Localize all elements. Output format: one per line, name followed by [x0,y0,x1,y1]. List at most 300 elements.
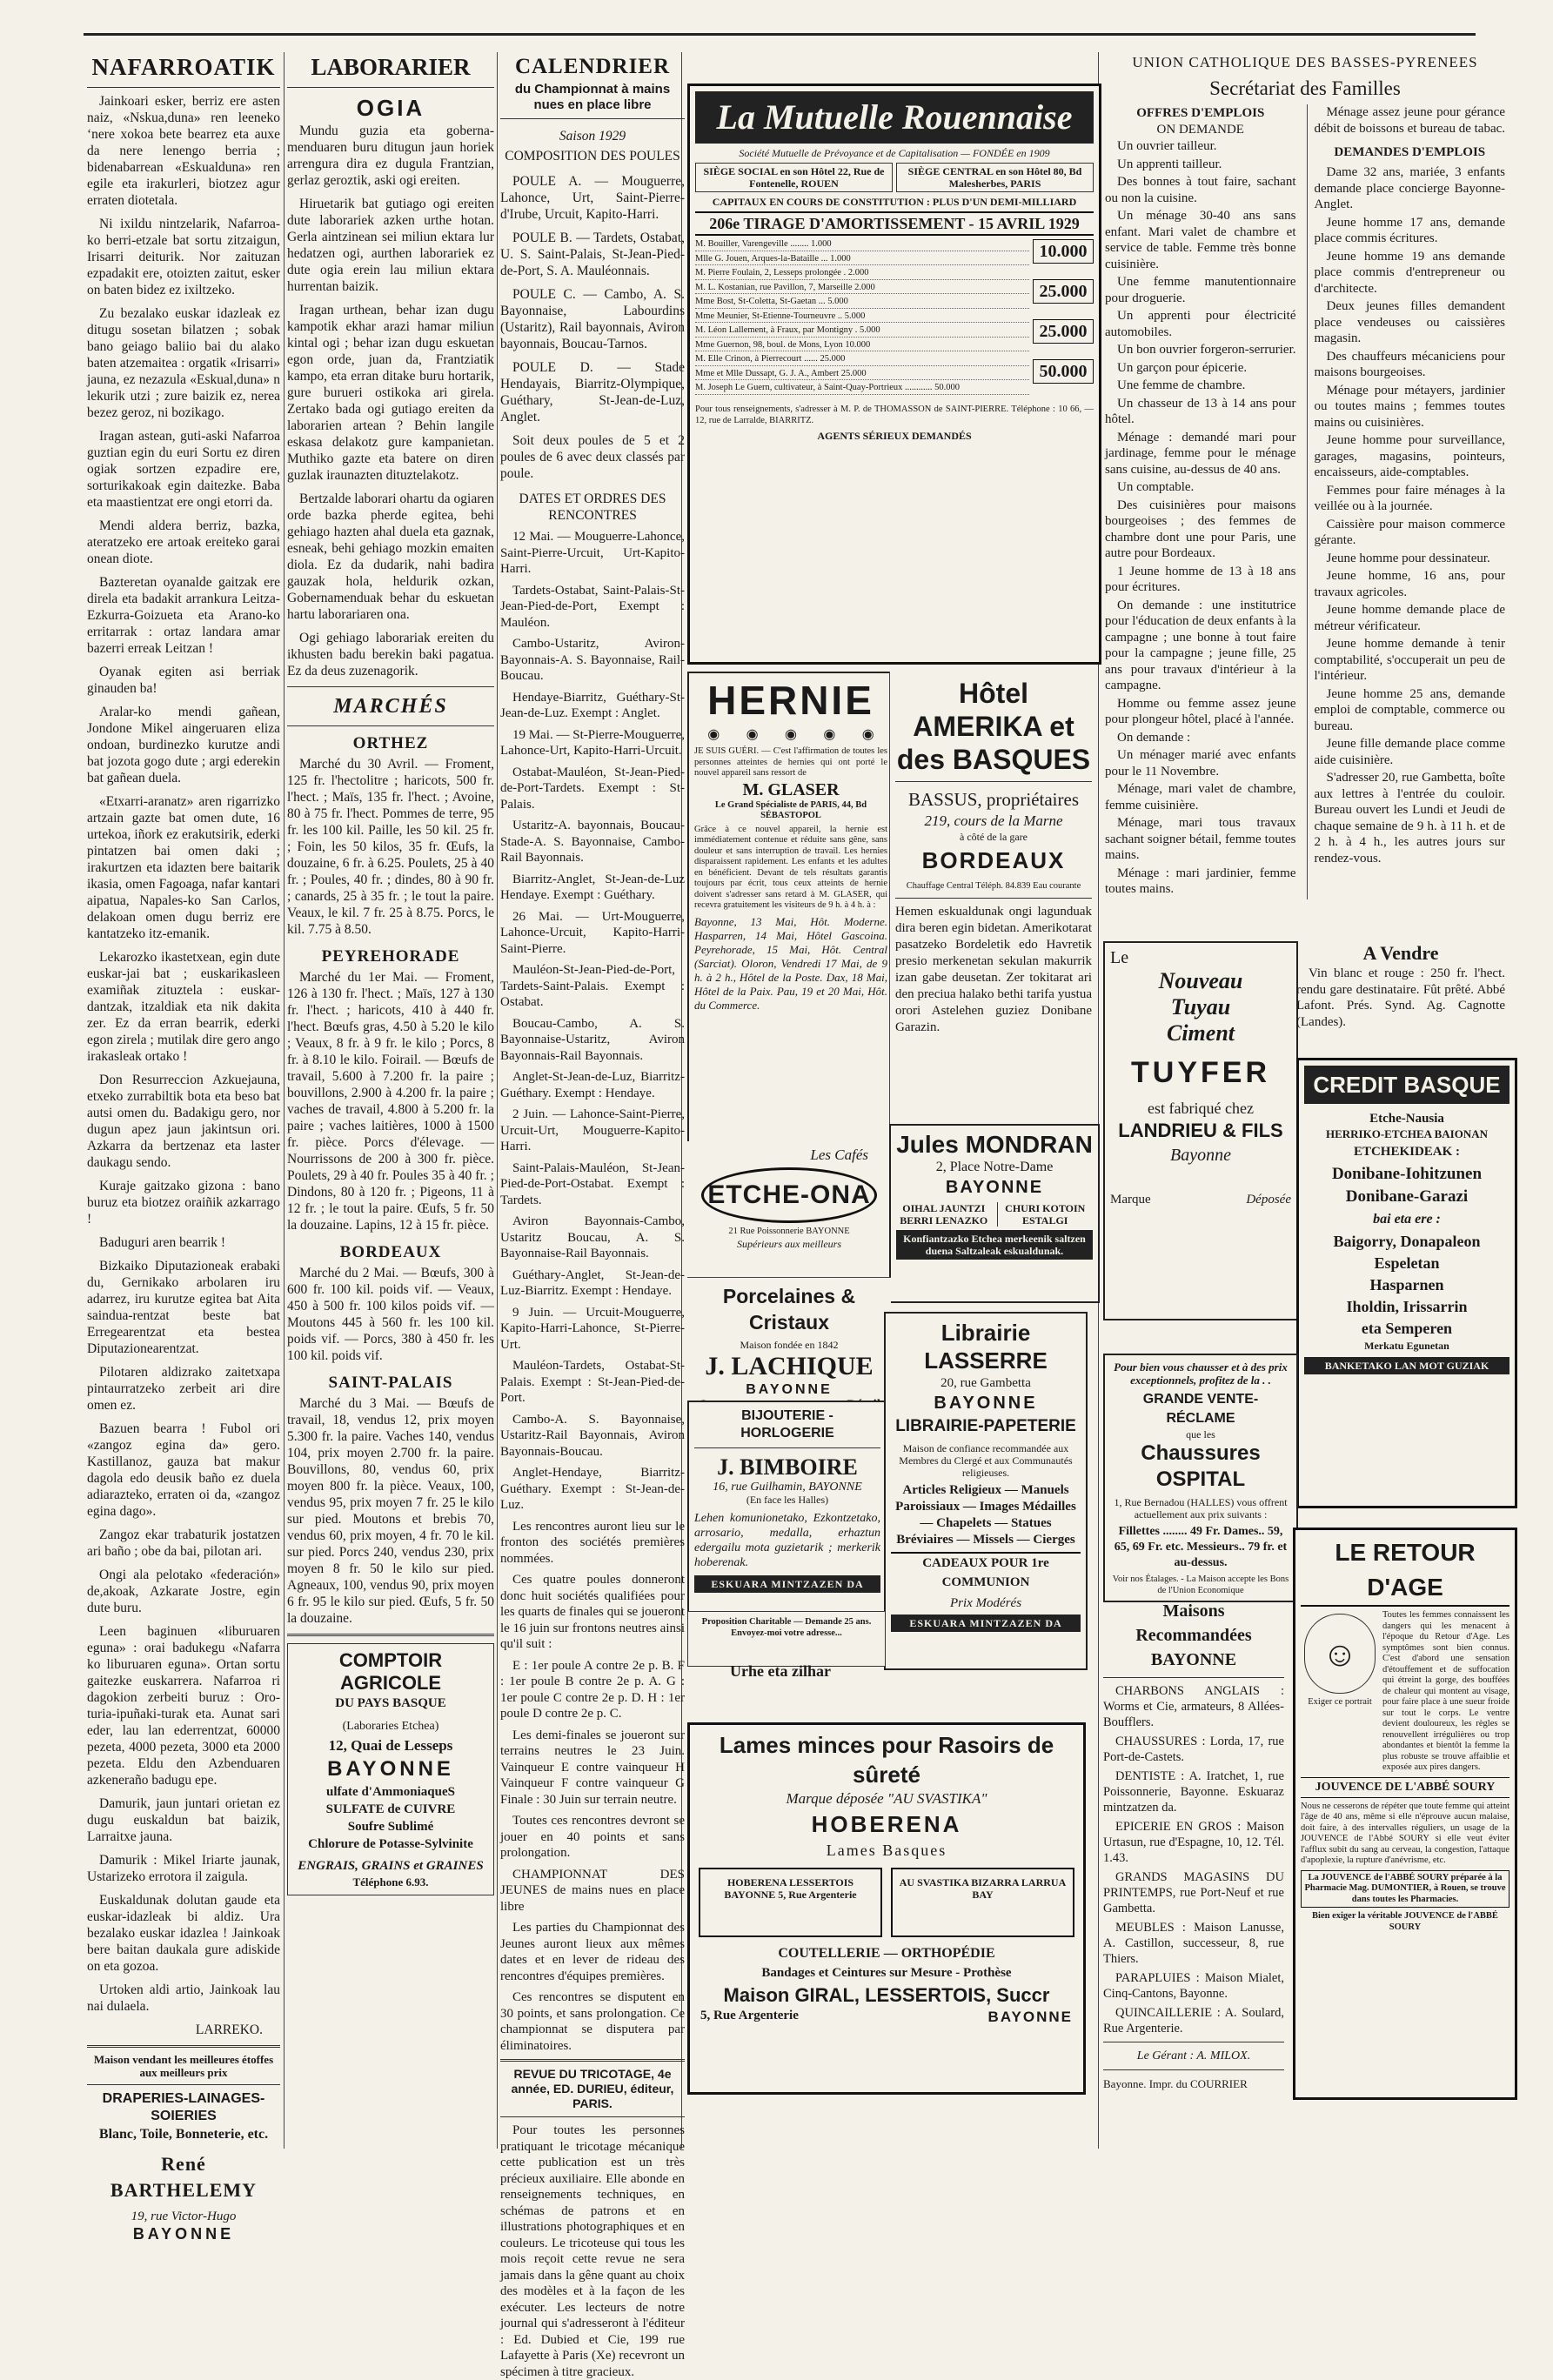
paragraph: Bizkaiko Diputazioneak erabaki du, Gernikako arbolaren iru adarrez, iru kurutze egitea bat Aita saindua-rentzat beste bat Erregearentzat eta bestea Diputazionearentzat. [87,1259,280,1356]
rencontre-item: Saint-Palais-Mauléon, St-Jean-Pied-de-Port-Ostabat. Exempt : Tardets. [500,1160,685,1207]
ospital-que: que les [1186,1428,1215,1441]
porcelaine-title: Porcelaines & Cristaux [722,1285,856,1334]
market-town: PEYREHORADE [321,947,460,966]
rencontre-item: Tardets-Ostabat, Saint-Palais-St-Jean-Pied-de-Port, Exempt : Mauléon. [500,583,685,630]
lames-title: Lames minces pour Rasoirs de sûreté [719,1732,1054,1788]
retour-jouvence: JOUVENCE DE L'ABBÉ SOURY [1301,1777,1509,1798]
retour-caption: Exiger ce portrait [1308,1697,1372,1707]
dates-title: DATES ET ORDRES DES RENCONTRES [519,491,666,523]
paragraph: Baduguri aren bearrik ! [99,1235,226,1250]
retour-small: La JOUVENCE de l'ABBÉ SOURY préparée à la Pharmacie Mag. DUMONTIER, à Rouen, se trouve dans toutes les Pharmacies. [1301,1870,1509,1909]
rencontre-item: Toutes ces rencontres devront se jouer en 40 points et sans prolongation. [500,1814,685,1860]
poule-item: Soit deux poules de 5 et 2 poules de 6 avec deux classés par poule. [500,433,685,481]
credit-town: Donibane-Iohitzunen [1331,1165,1483,1183]
market-town: BORDEAUX [339,1243,442,1261]
mutuelle-footer: Pour tous renseignements, s'adresser à M. P. de THOMASSON de SAINT-PIERRE. Téléphone : 10 66, — 12, rue de Larralde, BIARRITZ. [695,404,1094,425]
offre-item: Un garçon pour épicerie. [1117,360,1248,375]
mondran-addr: 2, Place Notre-Dame [935,1160,1054,1174]
rencontres-list [500,529,685,2054]
vendre-title: A Vendre [1362,942,1439,964]
hernie-text: Grâce à ce nouvel appareil, la hernie est immédiatement contenue et réduite sans gêne, sans douleur et sans interruption de travail. Les hernies disparaissent rapidement. Les enfants et les adultes en bénéficient. Devant de tels résultats garantis toujours par écrit, tous ceux atteints de hernie doivent s'adresser sans retard à M. GLASER, qui recevra gratuitement les visiteurs de 9 h. à 4 h. à : [694,824,887,910]
demande-item: Jeune fille demande place comme aide cuisinière. [1314,737,1505,767]
medal-icon: ◉ [746,727,759,742]
paragraph: Iragan astean, guti-aski Nafarroa guztian egin du euri Sortu ez diren ogiak sortzen ezpadire ere, sorturikakoak egin daitezke. Baba eta maastientzat ere ongi etorri da. [87,429,280,510]
lasserre-foot: ESKUARA MINTZAZEN DA [891,1615,1081,1632]
mutuelle-row: M. Joseph Le Guern, cultivateur, à Saint-Quay-Portrieux ............ 50.000 [695,383,1029,395]
rencontre-item: 12 Mai. — Mouguerre-Lahonce, Saint-Pierre-Urcuit, Urt-Kapito-Harri. [500,530,685,576]
mutuelle-row: M. Léon Lallement, à Fraux, par Montigny . 5.000 [695,325,1029,338]
mutuelle-siege: SIÈGE SOCIAL en son Hôtel 22, Rue de Fontenelle, ROUEN [695,163,893,192]
tuyau-nouveau: Nouveau [1158,968,1243,993]
ad-tagline: Maison vendant les meilleures étoffes aux meilleurs prix [93,2053,274,2079]
credit-town: Hasparnen [1369,1276,1444,1294]
mutuelle-agents: AGENTS SÉRIEUX DEMANDÉS [817,430,972,442]
mondran-left: OIHAL JAUNTZI BERRI LENAZKO [900,1202,988,1227]
article-subtitle: OGIA [356,95,425,121]
offre-item: Une femme manutentionnaire pour droguerie. [1105,275,1296,305]
amerika-text: Hemen eskualdunak ongi lagunduak dira beren egin bidetan. Amerikotarat pasatzeko Bordeletik edo Havretik presio merkenetan sekulan makurrik izan gabe deusetan. Zer tokitarat ari den preciua halako bethi tarifa yustua orori Astelehen guziez Donibane Garazin. [895,904,1092,1034]
lames-city: BAYONNE [987,2009,1073,2025]
ad-sub: DU PAYS BASQUE [335,1696,446,1710]
offre-item: Un apprenti pour électricité automobiles. [1105,309,1296,339]
maison-item: CHARBONS ANGLAIS : Worms et Cie, armateurs, 8 Allées-Boufflers. [1103,1684,1284,1729]
offre-item: Un comptable. [1117,480,1195,494]
paragraph: Don Resurreccion Azkuejauna, etxeko zurrabiltik bota eta beso bat autsi omen du. Badakigu gero, nor dugun apez jaun jakintsun ori. Azkarra da bertzenaz eta laster daukagu sendo. [87,1073,280,1170]
bimboire-foot: ESKUARA MINTZAZEN DA [694,1575,880,1593]
etcheona-name: ETCHE-ONA [707,1180,871,1209]
ad-comptoir [287,1643,494,1895]
paragraph: Ni ixildu nintzelarik, Nafarroa-ko berri-etzale bat sortu zitzaigun, Irisarri deiturik. Nor zaituzan ezpadakit ere, otoizten zaitut, esker on baten bidez ez ixiltzeko. [87,217,280,298]
paragraph: Ogi gehiago laborariak ereiten du ikhusten badu berekin baki pagatua. Ez da deus zuzenagorik. [287,631,494,679]
porcelaine-city: BAYONNE [746,1382,833,1397]
credit-small: Merkatu Egunetan [1364,1340,1449,1352]
mutuelle-row: M. Elle Crinon, à Pierrecourt ...... 25.000 [695,354,1029,366]
demande-item: Jeune homme pour dessinateur. [1326,551,1490,565]
article-title: LABORARIER [311,54,471,80]
lasserre-prix: Prix Modérés [949,1596,1022,1610]
lasserre-city: BAYONNE [934,1394,1038,1413]
paragraph: Urtoken aldi artio, Jainkoak lau nai dulaela. [87,1982,280,2014]
ad-tuyfer [1103,941,1298,1320]
poule-item: POULE B. — Tardets, Ostabat, U. S. Saint-Palais, St-Jean-Pied-de-Port, S. A. Mauléonnais. [500,231,685,278]
paragraph: Bazteretan oyanalde gaitzak ere direla eta badakit arrankura Leitza-Ezkurra-Goizueta eta Arano-ko erritarrak : ortaz landara amar bazerri erreak Leitzan ! [87,575,280,656]
ad-item: Soufre Sublimé [347,1820,434,1834]
ad-phone: Téléphone 6.93. [352,1875,429,1889]
ospital-lead: Pour bien vous chausser et à des prix exceptionnels, profitez de la . . [1114,1360,1288,1387]
poules-list [500,173,685,482]
medal-icon: ◉ [861,727,874,742]
rencontre-item: Les demi-finales se joueront sur terrains neutres le 23 Juin. Vainqueur E contre vainqueur H Vainqueur F contre vainqueur G Finale : 30 Juin sur terrain neutre. [500,1728,685,1807]
paragraph: Ongi ala pelotako «federación» de,akoak, Azkarate Jostre, egin dute buru. [87,1568,280,1615]
mutuelle-row: Mlle G. Jouen, Arques-la-Bataille ... 1.000 [695,254,1029,266]
ospital-name: Chaussures OSPITAL [1141,1441,1261,1491]
credit-town: Espeletan [1374,1254,1440,1272]
bimboire-near: (En face les Halles) [746,1494,829,1506]
etcheona-addr: 21 Rue Poissonnerie BAYONNE [728,1227,850,1236]
offre-item: Ménage : mari jardinier, femme toutes mains. [1105,866,1296,896]
ad-footer: ENGRAIS, GRAINS et GRAINES [298,1859,484,1873]
paragraph: Oyanak egiten asi berriak ginauden ba! [87,665,280,696]
demande-item: Caissière pour maison commerce gérante. [1314,517,1505,547]
etcheona-tag: Supérieurs aux meilleurs [737,1237,841,1250]
poule-item: POULE A. — Mouguerre, Lahonce, Urt, Saint-Pierre-d'Irube, Urcuit, Kapito-Harri. [500,174,685,222]
maison-item: EPICERIE EN GROS : Maison Urtasun, rue d'Espagne, 10, 12. Tél. 1.43. [1103,1820,1284,1865]
maison-item: DENTISTE : A. Iratchet, 1, rue Poissonnerie, Bayonne. Eskuaraz mintzatzen da. [1103,1769,1284,1815]
ad-addr: 12, Quai de Lesseps [328,1737,453,1754]
demande-item: Femmes pour faire ménages à la veillée ou à la journée. [1314,483,1505,513]
hernie-name: M. GLASER [742,779,840,799]
mutuelle-tirage: 206e TIRAGE D'AMORTISSEMENT - 15 AVRIL 1929 [695,211,1094,236]
retour-exiger: Bien exiger la véritable JOUVENCE de l'ABBÉ SOURY [1312,1911,1498,1932]
imprimerie: Bayonne. Impr. du COURRIER [1103,2077,1248,2090]
rencontre-item: Ostabat-Mauléon, St-Jean-Pied-de-Port-Tardets. Exempt : St-Palais. [500,765,685,812]
gerant: Le Gérant : A. MILOX. [1136,2049,1251,2062]
rencontre-item: Anglet-Hendaye, Biarritz-Guéthary. Exempt : St-Jean-de-Luz. [500,1466,685,1512]
ad-proposition [687,1611,886,1667]
demande-item: Jeune homme 25 ans, demande emploi de comptable, commerce ou bureau. [1314,686,1505,733]
ad-city: BAYONNE [327,1757,454,1781]
offre-item: On demande : [1117,730,1191,745]
tuyau-le: Le [1110,948,1129,967]
market-text: Marché du 30 Avril. — Froment, 125 fr. l'hectolitre ; haricots, 500 fr. l'hect. ; Maïs, 135 fr. l'hect. ; Avoine, 80 à 75 fr. l'hect. Pommes de terre, 95 fr. les 100 kil. Paille, les 50 kil. 25 fr. ; Foin, les 50 kilos, 35 fr. Œufs, la douzaine, 6 fr. à 6.25. Poulets, 25 à 40 fr. ; Poules, 40 fr. ; dindes, 80 à 90 fr. ; canards, 25 à 35 fr. ; le tout la paire. Veaux, le kil. 7 fr. 25 à 8.75. Porcs, le kil. 7.75 à 8.50. [287,757,494,937]
mutuelle-title: La Mutuelle Rouennaise [695,91,1094,144]
demande-item: Jeune homme, 16 ans, pour travaux agricoles. [1314,569,1505,599]
union-title: UNION CATHOLIQUE DES BASSES-PYRENEES [1132,54,1478,70]
lames-box1: HOBERENA LESSERTOIS BAYONNE 5, Rue Argenterie [699,1868,882,1937]
mondran-city: BAYONNE [945,1178,1044,1197]
market-text: Marché du 2 Mai. — Bœufs, 300 à 600 fr. 100 kil. poids vif. — Veaux, 450 à 500 fr. 100 kilos poids vif. — Moutons 445 à 560 fr. les 100 kil. poids vif. — Porcs, 380 à 450 fr. les 100 kil. poids vif. [287,1266,494,1363]
credit-town: eta Semperen [1361,1320,1453,1337]
ad-mondran [889,1124,1100,1303]
amerika-city: BORDEAUX [921,847,1066,873]
paragraph: Hiruetarik bat gutiago ogi ereiten dute laborariek azken urthe hotan. Gerla aintzinean sei miliun ektara lur hedatzen ogi, aurthen laborariek ez dute ogia erein lau miliun ektara hurrentan baizik. [287,197,494,294]
demande-item: Ménage pour métayers, jardinier ou toutes mains ; femmes toutes mains ou cuisinières. [1314,383,1505,430]
ad-lames [687,1722,1086,2095]
offre-item: Ménage, mari valet de chambre, femme cuisinière. [1105,782,1296,812]
lames-box2: AU SVASTIKA BIZARRA LARRUA BAY [891,1868,1074,1937]
tuyau-tuyau: Tuyau [1170,994,1231,1020]
rencontre-item: Aviron Bayonnais-Cambo, Ustaritz Boucau, A. S. Bayonnaise-Rail Bayonnais. [500,1214,685,1260]
lasserre-text: Maison de confiance recommandée aux Membres du Clergé et aux Communautés religieuses. [899,1442,1073,1479]
medal-icon: ◉ [707,727,720,742]
credit-towns [1304,1163,1509,1208]
rencontre-item: Cambo-Ustaritz, Aviron-Bayonnais-A. S. Bayonnaise, Rail-Boucau. [500,637,685,683]
market-town: ORTHEZ [352,734,429,752]
article-body [287,123,494,679]
rencontre-item: Guéthary-Anglet, St-Jean-de-Luz-Biarritz. Exempt : Hendaye. [500,1267,685,1298]
ad-credit-basque [1296,1058,1517,1508]
mondran-right: CHURI KOTOIN ESTALGI [997,1202,1094,1227]
paragraph: Euskaldunak dolutan gaude eta euskar-idazleak bi aldiz. Ura bezalako euskar idazlea ! Jainkoak bere baitan daukala gure adiskide on eta gozoa. [87,1893,280,1974]
column-union-catholique [1105,52,1505,948]
rencontre-item: Ces rencontres se disputent en 30 points, et sans prolongation. Ce championnat se disputera par éliminatoires. [500,1990,685,2053]
secretariat-title: Secrétariat des Familles [1209,77,1401,99]
mutuelle-row: Mme Guernon, 98, boul. de Mons, Lyon 10.000 [695,340,1029,352]
ospital-prices: Fillettes ........ 49 Fr. Dames.. 59, 65, 69 Fr. etc. Messieurs.. 79 fr. et au-dessus. [1114,1525,1288,1569]
ad-paren: (Laboraries Etchea) [342,1720,439,1733]
mondran-footer: Konfiantzazko Etchea merkeenik saltzen duena Saltzaleak eskualdunak. [896,1230,1093,1260]
article-subtitle: du Championnat à mains nues en place libre [514,82,671,112]
ad-text: Pour toutes les personnes pratiquant le tricotage mécanique cette publication est un très précieux auxiliaire. Elle abonde en renseignements techniques, en schémas de patrons et en illustrations photographiques et en couleurs. Le tricoteuse qui tous les mois reçoit cette revue ne sera jamais dans la gêne quant au choix des modèles et à la façon de les exécuter. Les lecteurs de notre journal qui s'adresseront à l'éditeur : Ed. Dubied et Cie, 199 rue Lafayette à Paris (Xe) recevront un spécimen à titre gracieux. [500,2123,685,2379]
markets-list [287,732,494,1627]
tuyau-brand: TUYFER [1131,1056,1270,1089]
credit-town: Iholdin, Irissarrin [1346,1298,1468,1315]
ad-title: COMPTOIR AGRICOLE [338,1649,443,1694]
paragraph: Pilotaren aldizrako zaitetxapa pintaurratzeko zerbeit ari dire omen ez. [87,1365,280,1413]
offre-item: Des bonnes à tout faire, sachant ou non la cuisine. [1105,175,1296,205]
ad-title: DRAPERIES-LAINAGES-SOIERIES [102,2091,265,2123]
medal-icon: ◉ [784,727,797,742]
paragraph: Zangoz ekar trabaturik jostatzen ari baño ; obe da bai, pilotan ari. [87,1528,280,1559]
mutuelle-amounts [1033,239,1094,399]
demandes-lead: Ménage assez jeune pour gérance débit de boissons et bureau de tabac. [1314,105,1506,136]
ad-porcelaines [687,1277,891,1401]
rencontre-item: Hendaye-Biarritz, Guéthary-St-Jean-de-Luz. Exempt : Anglet. [500,690,685,720]
paragraph: Damurik, jaun juntari orietan ez dugu euskaldun bat baizik, Larraitxe jauna. [87,1796,280,1844]
amerika-near: à côté de la gare [960,831,1028,843]
ospital-vente: GRANDE VENTE-RÉCLAME [1142,1392,1259,1426]
tuyau-city: Bayonne [1170,1146,1231,1165]
amerika-info: Chauffage Central Téléph. 84.839 Eau courante [906,881,1081,891]
demande-item: Jeune homme pour surveillance, garages, magasins, pointeurs, encaisseurs, aide-comptables. [1314,433,1505,479]
mutuelle-row: Mme et Mlle Dussapt, G. J. A., Ambert 25.000 [695,369,1029,381]
article-urhe [687,1661,874,1722]
rencontre-item: Ustaritz-A. bayonnais, Boucau-Stade-A. S. Bayonnaise, Cambo-Rail Bayonnais. [500,819,685,865]
etcheona-top: Les Cafés [810,1147,868,1163]
offre-item: Ménage, mari tous travaux sachant soigner bétail, femme toutes mains. [1105,816,1296,862]
vendre-text: Vin blanc et rouge : 250 fr. l'hect. rendu gare destinataire. Fût prêté. Abbé Lafont. Prés. Synd. Ag. Cagnotte (Landes). [1296,966,1505,1029]
rencontre-item: Les rencontres auront lieu sur le fronton des sociétés premières nommées. [500,1519,685,1566]
market-text: Marché du 1er Mai. — Froment, 126 à 130 fr. l'hect. ; Maïs, 127 à 130 fr. l'hect. ; haricots, 410 à 440 fr. l'hect. Bœufs gras, 4.50 à 5.20 le kilo ; Veaux, 8 fr. à 9 fr. le kilo ; Porcs, 8 fr. à 8.10 le kilo. Foirail. — Bœufs de travail, 5.600 à 7.200 fr. la paire ; bouvillons, 2.900 à 4.200 fr. la paire ; vaches de travail, 4.800 à 5.200 fr. la paire ; vaches laitières, 1000 à 1500 fr. pièce. Porcs d'élevage. — Nourrissons de 200 à 300 fr. pièce. Poulets, 29 à 40 fr. Poules 35 à 40 fr. ; Dindons, 80 à 120 fr. ; Pigeons, 11 à 12 fr. ; le tout la paire. Œufs, 5 fr. 50 la douzaine. Lapins, 12 à 15 fr. pièce. [287,970,494,1233]
lasserre-sub: LIBRAIRIE-PAPETERIE [895,1417,1076,1435]
retour-portrait [1301,1610,1379,1774]
ospital-foot: Voir nos Étalages. - La Maison accepte les Bons de l'Union Economique [1112,1574,1289,1595]
mutuelle-table [695,239,1029,399]
tuyau-maker: LANDRIEU & FILS [1118,1120,1283,1141]
amerika-owner: BASSUS, propriétaires [908,789,1079,810]
ospital-text: 1, Rue Bernadou (HALLES) vous offrent actuellement aux prix suivants : [1114,1496,1288,1521]
lames-maison: Maison GIRAL, LESSERTOIS, Succr [723,1984,1050,2006]
rencontre-item: Les parties du Championnat des Jeunes auront lieux aux mêmes dates et en lever de rideau des rencontres d'équipes premières. [500,1921,685,1983]
paragraph: Bertzalde laborari ohartu da ogiaren orde bazka pherde egitea, behi gehiago hazten ahal duela eta gaznak, esneak, behi gehiago mozkin emaiten diola. Ez da dudarik, nahi badira gauzak hola, heldurik ozkan, Gobernamenduak behar du eskuetan hartu laborariaren ona. [287,491,494,622]
ad-item: ulfate d'AmmoniaqueS [326,1785,455,1799]
paragraph: Lekarozko ikastetxean, egin dute euskar-jai bat ; euskarikasleen examiñak zituztela : euskar-dantzak, itzaldiak eta nik dakita zer. Ez da erran bearrik, ederki egon zirela ; mutilak dire gero ango irakasleak ortako ! [87,950,280,1064]
maison-item: GRANDS MAGASINS DU PRINTEMPS, rue Port-Neuf et rue Gambetta. [1103,1870,1284,1915]
ad-hotel-amerika [889,672,1097,1141]
mutuelle-amount: 10.000 [1033,239,1094,264]
offres-sub: ON DEMANDE [1156,123,1244,137]
bimboire-addr: 16, rue Guilhamin, BAYONNE [713,1481,862,1494]
column-rule [497,52,498,2149]
maison-item: PARAPLUIES : Maison Mialet, Cinq-Cantons, Bayonne. [1103,1971,1284,2001]
portrait-icon: ☺ [1304,1614,1376,1694]
rencontre-item: E : 1er poule A contre 2e p. B. F : 1er poule B contre 2e p. A. G : 1er poule C contre 2e p. D. H : 1er poule D contre 2e p. C. [500,1658,685,1721]
paragraph: Leen baginuen «liburuaren eguna» : orai badukegu «Nafarra ko liburuaren eguna». Ortan sortu gaitezke euskarrera. Nafarroa ri dagokion zerbeiti buruz : Oro-turia-ipuñaki-turak eta. Aunat sari eder, lau lan ederrentzat, 60000 pezeta, 4000 pezeta, 3000 eta 2000 pezeta. Eldu den Azbenduaren azkeneraño badugu epe. [87,1624,280,1788]
bimboire-name: J. BIMBOIRE [717,1454,858,1480]
demande-item: Jeune homme 17 ans, demande place commis écritures. [1314,215,1505,245]
mutuelle-amount: 25.000 [1033,319,1094,344]
season: Saison 1929 [559,129,626,144]
lasserre-title: Librairie LASSERRE [924,1320,1048,1374]
rencontre-item: Mauléon-Tardets, Ostabat-St-Palais. Exempt : St-Jean-Pied-de-Port. [500,1359,685,1405]
offre-item: 1 Jeune homme de 13 à 18 ans pour écritures. [1105,564,1296,594]
mutuelle-row: M. Pierre Foulain, 2, Lesseps prolongée . 2.000 [695,268,1029,280]
article-signature: LARREKO. [195,2022,263,2037]
offre-item: Des cuisinières pour maisons bourgeoises ; des femmes de chambre dont une pour Paris, une autre pour Bordeaux. [1105,498,1296,560]
ad-retour-age [1293,1528,1517,2100]
paragraph: Mundu guzia eta goberna-menduaren buru ditugun jaun horiek arrengura dira ez dugula Frantzian, gerlaz geroztik, aski ogi ereiten. [287,124,494,188]
offres-list [1105,138,1296,898]
lasserre-cadeaux: CADEAUX POUR 1re COMMUNION [891,1552,1081,1592]
maisons-title: Maisons Recommandées BAYONNE [1135,1601,1252,1669]
ad-vendre [1296,941,1505,1037]
hernie-dates: Bayonne, 13 Mai, Hôt. Moderne. Hasparren, 14 Mai, Hôtel Gascoina. Peyrehorade, 15 Mai, Hôt. Central (Sarciat). Oloron, Vendredi 17 Mai, de 9 h. à 2 h., Hôtel de la Poste. Dax, 18 Mai, Hôtel de la Paix. Pau, 19 et 20 Mai, Hôt. du Commerce. [694,914,887,1012]
ad-lasserre [884,1312,1088,1670]
tuyau-ciment: Ciment [1166,1020,1235,1046]
lames-marque: Marque déposée "AU SVASTIKA" [786,1790,987,1807]
paragraph: Aralar-ko mendi gañean, Jondone Mikel aingeruaren eliza ondoan, burdinezko kurutze andi bat jozota gogo dute ; argi ederekin bat gañean duela. [87,705,280,786]
lames-coutellerie: COUTELLERIE — ORTHOPÉDIE [778,1946,995,1961]
mutuelle-capitaux: CAPITAUX EN COURS DE CONSTITUTION : PLUS D'UN DEMI-MILLIARD [712,196,1077,208]
ad-line: Blanc, Toile, Bonneterie, etc. [98,2127,269,2142]
ad-city: BAYONNE [132,2225,235,2243]
mondran-name: Jules MONDRAN [896,1131,1093,1158]
retour-title: LE RETOUR D'AGE [1301,1535,1509,1607]
bimboire-title: BIJOUTERIE - HORLOGERIE [740,1408,834,1441]
rencontre-item: 2 Juin. — Lahonce-Saint-Pierre, Urcuit-Urt, Mouguerre-Kapito-Harri. [500,1107,685,1153]
credit-more [1304,1231,1509,1340]
rencontre-item: 9 Juin. — Urcuit-Mouguerre, Kapito-Harri-Lahonce, St-Pierre-Urt. [500,1305,685,1352]
maisons-list [1103,1683,1284,2036]
adresser-text: S'adresser 20, rue Gambetta, boîte aux lettres à l'entrée du couloir. Bureau ouvert les Lundi et Jeudi de chaque semaine de 9 h. à 11 h. et de 2 h. à 4 h., les autres jours sur rendez-vous. [1314,771,1505,866]
amerika-addr: 219, cours de la Marne [924,812,1063,829]
demande-item: Des chauffeurs mécaniciens pour maisons bourgeoises. [1314,349,1505,379]
paragraph: «Etxarri-aranatz» aren rigarrizko artzain gazte bat omen dute, 16 urtekoa, iñork ez erakutsirik, ederki pintatzen bai omen daki ; irakurtzen eta idazten bere baitarik ikasia, omen Fagoaga, nafar kantari aipatua, Napales-ko San Carlos, delakoan omen dugu berriz ere kantatzeko itz-emanik. [87,794,280,941]
paragraph: Iragan urthean, behar izan dugu kampotik ekhar arazi hamar miliun kintal ogi ; behar izan dugu eskuetan egon orde, juan da, Frantziatik kampo, eta erran ditake buru hortarik, gure burueri ostikoka ari girela. Zertako bada ogi gutiago ereiten da laborarien artean ? Behin langile eskasa delakotz gure kampanietan. Muthiko gazte eta batere on diren guzlak iraunazten dituztelakotz. [287,303,494,483]
rencontre-item: 19 Mai. — St-Pierre-Mouguerre, Lahonce-Urt, Kapito-Harri-Urcuit. [500,727,685,758]
ad-items [291,1783,490,1853]
offre-item: Une femme de chambre. [1117,378,1246,392]
market-town: SAINT-PALAIS [328,1374,453,1392]
credit-etch: ETCHEKIDEAK : [1353,1145,1461,1159]
lasserre-items: Articles Religieux — Manuels Paroissiaux — Images Médailles — Chapelets — Statues Bréviaires — Missels — Cierges [895,1483,1076,1547]
ad-address: 19, rue Victor-Hugo [131,2210,237,2223]
demande-item: Jeune homme demande place de métreur vérificateur. [1314,603,1505,633]
hernie-title: HERNIE [707,678,874,723]
tuyau-depose: Déposée [1246,1193,1291,1207]
offre-item: Ménage : demandé mari pour jardinage, femme pour le ménage sans cuisine, au-dessus de 40 ans. [1105,430,1296,477]
ad-ospital [1103,1354,1298,1602]
mutuelle-row: Mme Meunier, St-Etienne-Tourneuvre .. 5.000 [695,311,1029,324]
composition-title: COMPOSITION DES POULES [505,149,680,164]
lasserre-addr: 20, rue Gambetta [941,1376,1031,1390]
offre-item: Un bon ouvrier forgeron-serrurier. [1117,343,1296,357]
paragraph: Bazuen bearra ! Fubol ori «zangoz egina da» gero. Kastillanoz, gauza bat makur dagola edo deusik baño ez duela adiarazteko, erraten oi da, «zangoz egina dago». [87,1421,280,1519]
offre-item: Un ouvrier tailleur. [1117,139,1217,153]
hernie-addr: Le Grand Spécialiste de PARIS, 44, Bd SÉBASTOPOL [714,799,867,820]
lames-addr: 5, Rue Argenterie [700,2009,799,2022]
offre-item: On demande : une institutrice pour l'éducation de deux enfants à la campagne ; une bonne à tout faire pour la campagne ; jeune fille, 25 ans pour travaux d'intérieur à la campagne. [1105,598,1296,692]
rencontre-item: CHAMPIONNAT DES JEUNES de mains nues en place libre [500,1867,685,1914]
credit-title: CREDIT BASQUE [1304,1066,1509,1104]
ad-etche-ona [687,1141,891,1282]
rencontre-item: Biarritz-Anglet, St-Jean-de-Luz Hendaye. Exempt : Guéthary. [500,872,685,902]
article-title: CALENDRIER [514,55,671,78]
rencontre-item: Mauléon-St-Jean-Pied-de-Port, Tardets-Saint-Palais. Exempt : Ostabat. [500,963,685,1009]
rencontre-item: Boucau-Cambo, A. S. Bayonnaise-Ustaritz, Aviron Bayonnais-Rail Bayonnais. [500,1016,685,1063]
paragraph: Mendi aldera berriz, bazka, ateratzeko ere artoak ereiteko garai onean diote. [87,518,280,566]
ad-item: Chlorure de Potasse-Sylvinite [308,1837,473,1851]
paragraph: Kuraje gaitzako gizona : bano buruz eta biotzez oraiñik azkarrago ! [87,1179,280,1227]
mutuelle-row: Mme Bost, St-Coletta, St-Gaetan ... 5.000 [695,297,1029,309]
offre-item: Un apprenti tailleur. [1117,157,1222,171]
tuyau-marque: Marque [1110,1193,1151,1207]
hernie-medals [694,725,887,743]
mutuelle-row: M. Bouiller, Varengeville ........ 1.000 [695,239,1029,251]
ad-title: REVUE DU TRICOTAGE, 4e année, ED. DURIEU, éditeur, PARIS. [511,2067,674,2110]
tuyau-fab: est fabriqué chez [1148,1100,1254,1117]
rencontre-item: 26 Mai. — Urt-Mouguerre, Lahonce-Urcuit, Kapito-Harri-Saint-Pierre. [500,909,685,956]
ad-name: René BARTHELEMY [110,2153,258,2201]
etcheona-logo [701,1167,877,1223]
lames-bandages: Bandages et Ceintures sur Mesure - Prothèse [761,1966,1012,1980]
credit-sub: Etche-Nausia [1369,1112,1444,1126]
offres-title: OFFRES D'EMPLOIS [1136,106,1265,120]
demande-item: Jeune homme demande à tenir comptabilité, s'occuperait un peu de l'intérieur. [1314,637,1505,683]
ad-item: SULFATE de CUIVRE [325,1802,456,1816]
credit-foot: BANKETAKO LAN MOT GUZIAK [1304,1357,1509,1374]
poule-item: POULE C. — Cambo, A. S. Bayonnaise, Labourdins (Ustaritz), Rail bayonnais, Aviron bayonnais, Boucau-Tarnos. [500,287,685,351]
offre-item: Un ménager marié avec enfants pour le 11 Novembre. [1105,748,1296,779]
medal-icon: ◉ [823,727,836,742]
article-title: NAFARROATIK [91,54,276,80]
top-rule [84,33,1476,36]
column-calendrier [500,52,685,2379]
maisons-recommandees [1103,1599,1284,2121]
credit-sub2: HERRIKO-ETCHEA BAIONAN [1326,1127,1488,1140]
demandes-list [1315,164,1506,768]
retour-text2: Nous ne cesserons de répéter que toute femme qui atteint l'âge de 40 ans, même si elle n'éprouve aucun malaise, doit faire, à des intervalles réguliers, un usage de la JOUVENCE de l'Abbé SOURY si elle veut éviter l'afflux subit du sang au cerveau, la congestion, l'attaque d'apoplexie, la rupture d'anévrisme, etc. [1301,1801,1509,1865]
credit-town: Donibane-Garazi [1345,1187,1469,1206]
mutuelle-row: M. L. Kostanian, rue Pavillon, 7, Marseille 2.000 [695,283,1029,295]
mutuelle-sub: Société Mutuelle de Prévoyance et de Capitalisation — FONDÉE en 1909 [739,147,1050,159]
lames-sub: Lames Basques [826,1842,947,1859]
porcelaine-since: Maison fondée en 1842 [740,1339,839,1351]
markets-title: MARCHÉS [333,695,448,718]
poule-item: POULE D. — Stade Hendayais, Biarritz-Olympique, Guéthary, St-Jean-de-Luz, Anglet. [500,360,685,425]
urhe-title: Urhe eta zilhar [730,1662,831,1680]
rencontre-item: Cambo-A. S. Bayonnaise, Ustaritz-Rail Bayonnais, Aviron Bayonnais-Boucau. [500,1412,685,1459]
offre-item: Homme ou femme assez jeune pour plongeur hôtel, placé à l'année. [1105,696,1296,726]
paragraph: Zu bezalako euskar idazleak ez ditugu sosetan bilatzen ; sobak bano geiago baliio bai du alako baten atzemaitea : orgatik «Irisarri» jauna, ez nezazula «Eskual,duna» n lekurik utzi ; zure baizik ez, nerea bezez geroz, ni bozikago. [87,306,280,420]
demande-item: Dame 32 ans, mariée, 3 enfants demande place concierge Bayonne-Anglet. [1314,165,1505,211]
rencontre-item: Anglet-St-Jean-de-Luz, Biarritz-Guéthary. Exempt : Hendaye. [500,1070,685,1100]
mutuelle-amount: 50.000 [1033,359,1094,384]
porcelaine-name: J. LACHIQUE [705,1352,874,1381]
credit-bai: bai eta ere : [1373,1212,1441,1227]
column-nafarroatik [87,52,280,2243]
maison-item: QUINCAILLERIE : A. Soulard, Rue Argenterie. [1103,2006,1284,2036]
proposition-text: Proposition Charitable — Demande 25 ans. Envoyez-moi votre adresse... [701,1617,872,1638]
credit-town: Baigorry, Donapaleon [1333,1233,1481,1250]
rencontre-item: Ces quatre poules donneront donc huit sociétés qualifiées pour les quarts de finales qui se joueront le 16 juin sur frontons neutres ainsi qu'il suit : [500,1573,685,1651]
bimboire-text: Lehen komunionetako, Ezkontzetako, arrosario, medalla, erhaztun edergailu mota guzietarik ; merkerik hoberenak. [694,1512,880,1569]
retour-text: Toutes les femmes connaissent les dangers qui les menacent à l'époque du Retour d'Age. Les symptômes sont bien connus. C'est d'abord une sensation d'étouffement et de suffocation qui étreint la gorge, des bouffées de chaleur qui montent au visage, pour faire place à une sueur froide sur tout le corps. Le ventre devient douloureux, les règles se renouvellent irrégulières ou trop abondantes et bientôt la femme la plus robuste se trouve affaiblie et exposée aux pires dangers. [1382,1610,1509,1772]
column-laborarier [287,52,494,2157]
ad-mutuelle-rouennaise [687,84,1101,665]
demande-item: Deux jeunes filles demandent place vendeuses ou caissières magasin. [1314,299,1505,345]
hernie-lead: JE SUIS GUÉRI. — C'est l'affirmation de toutes les personnes atteintes de hernies qui ont porté le nouvel appareil sans ressort de [694,746,887,778]
